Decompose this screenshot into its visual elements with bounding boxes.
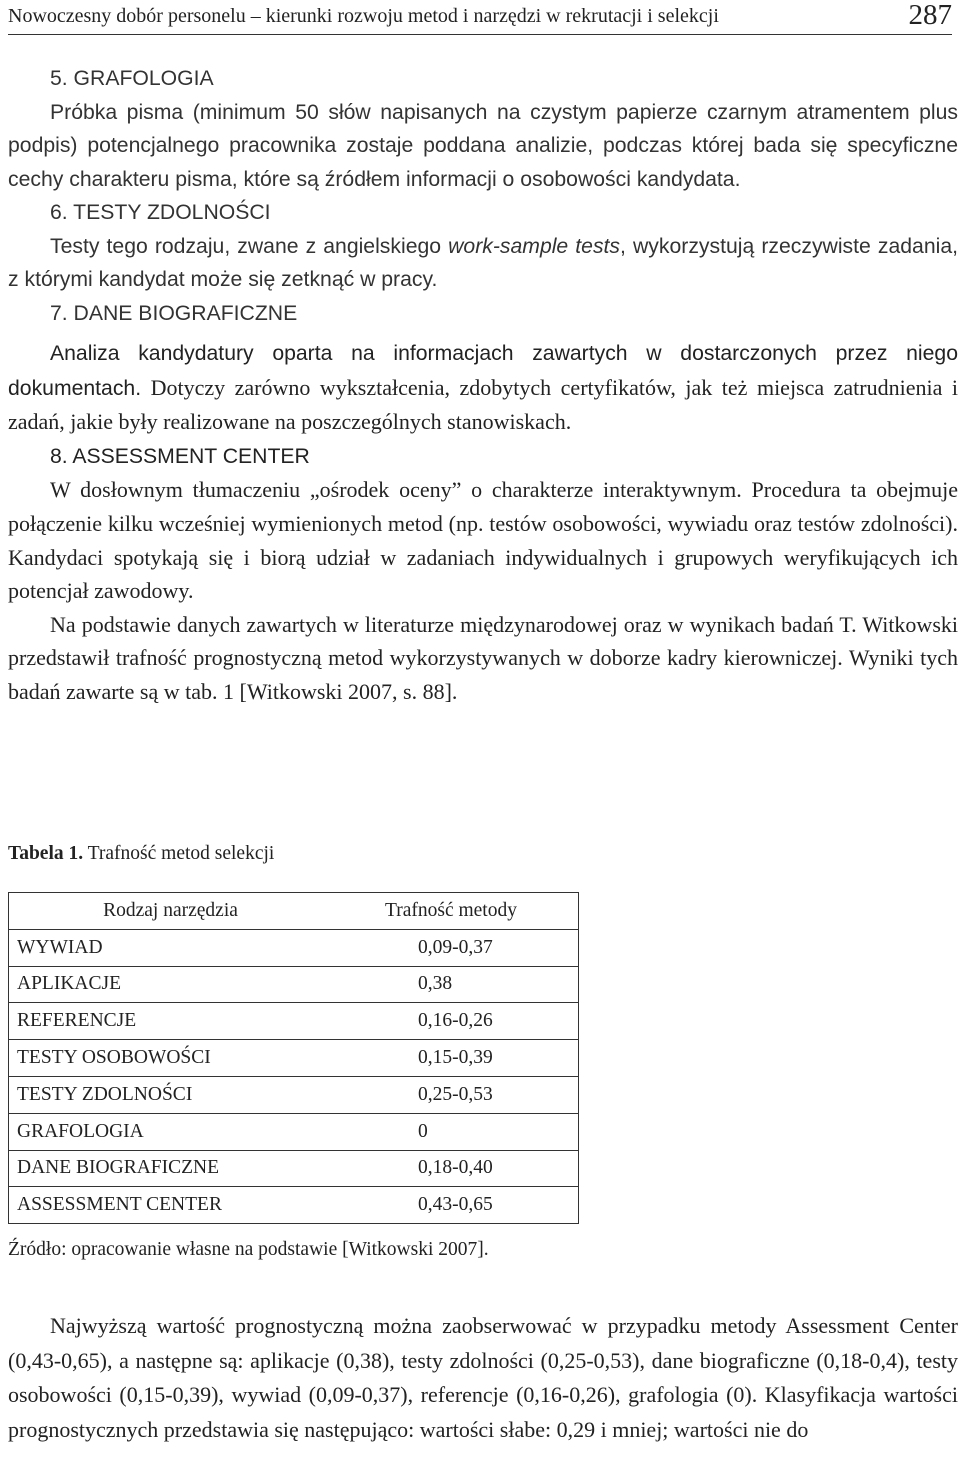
- table-header-cell: Trafność metody: [332, 893, 579, 930]
- table-row: [9, 1187, 579, 1224]
- testy-text-italic: work-sample tests: [448, 234, 621, 258]
- table-row: [9, 1113, 579, 1150]
- table-row: [9, 1150, 579, 1187]
- table-header-cell: Rodzaj narzędzia: [9, 893, 333, 930]
- page-number: 287: [908, 0, 952, 31]
- paragraph-grafologia: Próbka pisma (minimum 50 słów napisanych na czystym papierze czarnym atramentem plus podpis) potencjalnego pracownika zostaje poddana analizie, podczas której bada się specyficzne cechy charakteru pisma, które są źródłem informacji o osobowości kandydata.: [8, 100, 958, 191]
- testy-text-after: , wykorzystują rzeczywiste zadania, z którymi kandydat może się zetknąć w pracy.: [8, 234, 958, 291]
- table-row: [9, 1003, 579, 1040]
- dane-text-serif: Dotyczy zarówno wykształcenia, zdobytych certyfikatów, jak też miejsca zatrudnienia i zadań, jakie były realizowane na poszczególnych stanowiskach.: [8, 374, 958, 435]
- table-source: Źródło: opracowanie własne na podstawie [Witkowski 2007].: [8, 1239, 489, 1260]
- validity-table: [8, 892, 579, 1224]
- table-cell: DANE BIOGRAFICZNE: [9, 1150, 333, 1187]
- table-row: [9, 929, 579, 966]
- section-heading-ac: 8. ASSESSMENT CENTER: [50, 444, 310, 468]
- table-cell: 0,43-0,65: [332, 1187, 579, 1224]
- table-caption-label: Tabela 1.: [8, 843, 84, 864]
- table-caption-text: Trafność metod selekcji: [87, 843, 275, 864]
- paragraph-ac: W dosłownym tłumaczeniu „ośrodek oceny” o charakterze interaktywnym. Procedura ta obejmuje połączenie kilku wcześniej wymienionych metod (np. testów osobowości, wywiadu oraz testów zdolności). Kandydaci spotykają się i biorą udział w zadaniach indywidualnych i grupowych weryfikujących ich potencjał zawodowy.: [8, 477, 958, 604]
- table-caption: [8, 843, 274, 865]
- paragraph-conclusion: Najwyższą wartość prognostyczną można zaobserwować w przypadku metody Assessment Center (0,43-0,65), a następne są: aplikacje (0,38), testy zdolności (0,25-0,53), dane biograficzne (0,18-0,4), testy osobowości (0,15-0,39), wywiad (0,09-0,37), referencje (0,16-0,26), grafologia (0). Klasyfikacja wartości prognostycznych przedstawia się następująco: wartości słabe: 0,29 i mniej; wartości nie do: [8, 1313, 958, 1442]
- running-title: Nowoczesny dobór personelu – kierunki rozwoju metod i narzędzi w rekrutacji i selekcji: [8, 5, 719, 27]
- table-cell: WYWIAD: [9, 929, 333, 966]
- table-cell: REFERENCJE: [9, 1003, 333, 1040]
- dane-text-sans: Analiza kandydatury oparta na informacjach zawartych w dostarczonych przez niego dokumentach.: [8, 342, 958, 400]
- conclusion-section: [8, 1309, 958, 1447]
- table-cell: TESTY ZDOLNOŚCI: [9, 1076, 333, 1113]
- table-cell: APLIKACJE: [9, 966, 333, 1003]
- table-cell: ASSESSMENT CENTER: [9, 1187, 333, 1224]
- table-cell: 0,09-0,37: [332, 929, 579, 966]
- table-header-row: [9, 893, 579, 930]
- table-cell: 0,15-0,39: [332, 1040, 579, 1077]
- table-cell: 0,16-0,26: [332, 1003, 579, 1040]
- paragraph-dane: [8, 337, 958, 440]
- methods-list-continued: [8, 337, 958, 709]
- section-heading-grafologia: 5. GRAFOLOGIA: [50, 67, 214, 90]
- table-cell: 0,38: [332, 966, 579, 1003]
- table-row: [9, 1040, 579, 1077]
- table-cell: 0: [332, 1113, 579, 1150]
- section-heading-dane: 7. DANE BIOGRAFICZNE: [50, 301, 298, 325]
- paragraph-testy: [8, 230, 958, 297]
- table-cell: 0,18-0,40: [332, 1150, 579, 1187]
- table-cell: TESTY OSOBOWOŚCI: [9, 1040, 333, 1077]
- testy-text-before: Testy tego rodzaju, zwane z angielskiego: [50, 234, 449, 258]
- running-header: [8, 0, 952, 35]
- methods-list: [8, 62, 958, 330]
- table-row: [9, 1076, 579, 1113]
- table-cell: 0,25-0,53: [332, 1076, 579, 1113]
- paragraph-witkowski: Na podstawie danych zawartych w literaturze międzynarodowej oraz w wynikach badań T. Witkowski przedstawił trafność prognostyczną metod wykorzystywanych w doborze kadry kierowniczej. Wyniki tych badań zawarte są w tab. 1 [Witkowski 2007, s. 88].: [8, 611, 958, 704]
- table-cell: GRAFOLOGIA: [9, 1113, 333, 1150]
- table-row: [9, 966, 579, 1003]
- section-heading-testy: 6. TESTY ZDOLNOŚCI: [50, 201, 271, 224]
